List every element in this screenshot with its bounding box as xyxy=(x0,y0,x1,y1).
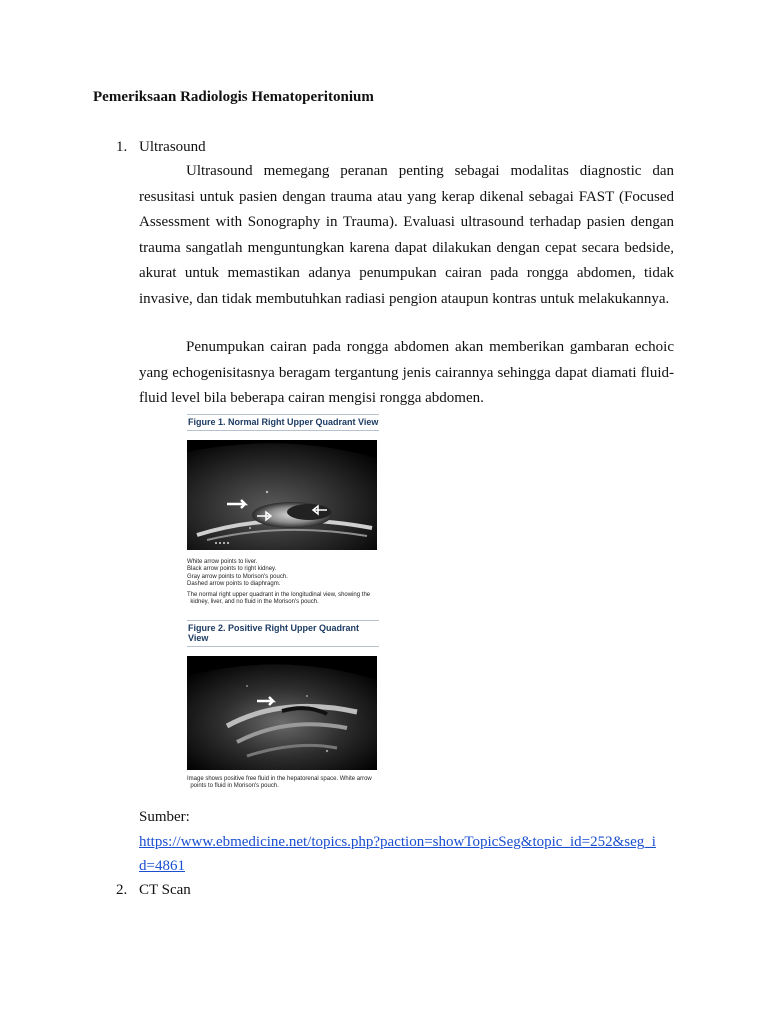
section-number: 1. xyxy=(116,139,128,155)
caption-line: points to fluid in Morison's pouch. xyxy=(187,783,279,790)
caption-line: Black arrow points to right kidney. xyxy=(187,566,277,573)
ultrasound-scan-positive-icon xyxy=(187,656,377,770)
source-label: Sumber: xyxy=(139,809,190,825)
section-heading-ultrasound: Ultrasound xyxy=(139,139,206,155)
section-heading-ct-scan: CT Scan xyxy=(139,882,191,898)
ultrasound-scan-normal-icon xyxy=(187,440,377,550)
figure-caption xyxy=(187,559,379,607)
paragraph: Penumpukan cairan pada rongga abdomen akan memberikan gambaran echoic yang echogenisitasnya beragam tergantung jenis cairannya sehingga dapat diamati fluid-fluid level bila beberapa cairan mengisi rongga abdomen. xyxy=(139,339,674,407)
figure-title: Figure 2. Positive Right Upper Quadrant View xyxy=(187,620,379,647)
caption-line: Image shows positive free fluid in the hepatorenal space. White arrow xyxy=(187,776,372,782)
paragraph: Ultrasound memegang peranan penting sebagai modalitas diagnostic dan resusitasi untuk pasien dengan trauma atau yang kerap dikenal sebagai FAST (Focused Assessment with Sonography in Trauma). Evaluasi ultrasound terhadap pasien dengan trauma sangatlah menguntungkan karena dapat dilakukan dengan cepat secara bedside, akurat untuk memastikan adanya penumpukan cairan pada rongga abdomen, tidak invasive, dan tidak membutuhkan radiasi pengion ataupun kontras untuk melakukannya. xyxy=(139,163,674,307)
figure-1 xyxy=(187,414,379,607)
section-number: 2. xyxy=(116,882,128,898)
source-link-continuation[interactable]: d=4861 xyxy=(139,858,185,874)
figure-2 xyxy=(187,620,379,791)
caption-line: Dashed arrow points to diaphragm. xyxy=(187,580,281,587)
ultrasound-image xyxy=(187,656,377,770)
ultrasound-image xyxy=(187,440,377,550)
source-link[interactable]: https://www.ebmedicine.net/topics.php?paction=showTopicSeg&topic_id=252&seg_i xyxy=(139,834,656,850)
figure-title: Figure 1. Normal Right Upper Quadrant View xyxy=(187,414,379,431)
caption-line: White arrow points to liver. xyxy=(187,559,258,565)
caption-line: Gray arrow points to Morison's pouch. xyxy=(187,573,288,580)
figure-caption xyxy=(187,776,379,791)
document-title: Pemeriksaan Radiologis Hematoperitonium xyxy=(93,89,374,105)
caption-line: The normal right upper quadrant in the longitudinal view, showing the xyxy=(187,592,371,599)
caption-line: kidney, liver, and no fluid in the Morison's pouch. xyxy=(187,599,319,606)
